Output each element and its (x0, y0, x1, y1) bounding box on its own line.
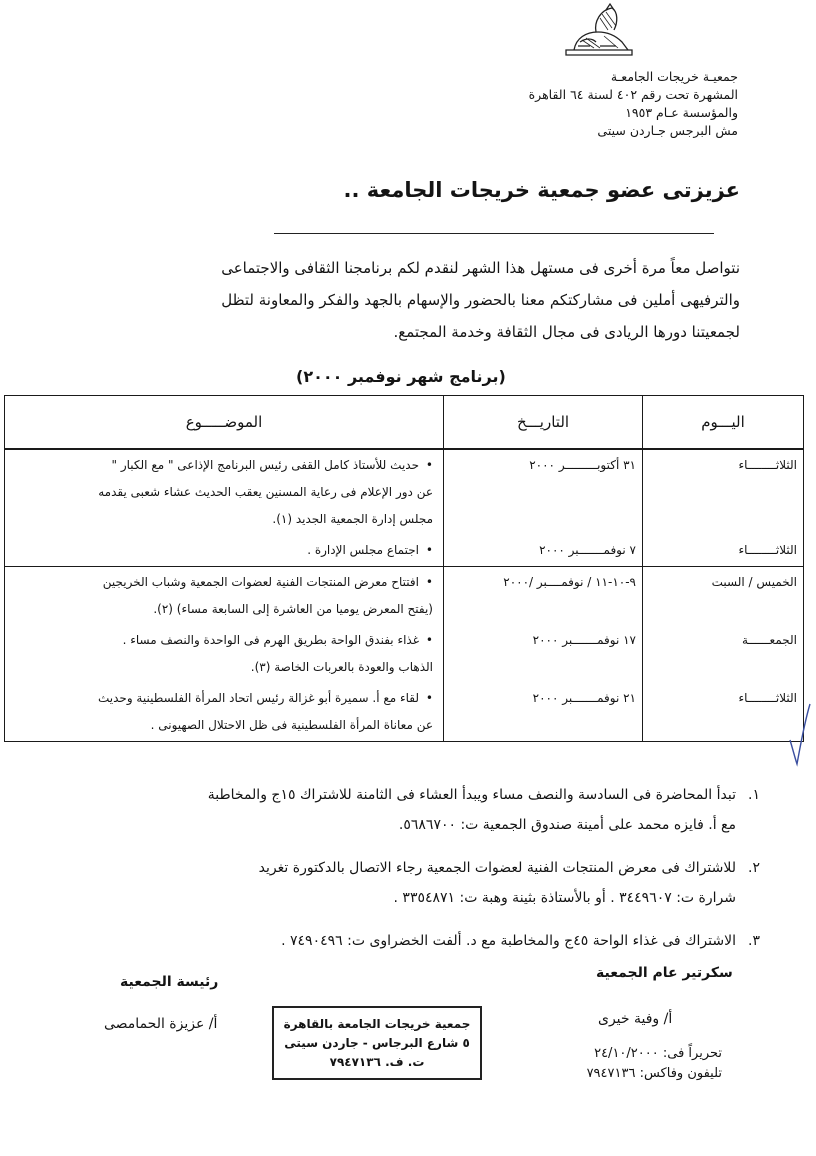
row-date: ٣١ أكتوبـــــــــر ٢٠٠٠ (529, 458, 636, 472)
row-day: الثلاثــــــــاء (738, 543, 797, 557)
bullet-icon: • (425, 458, 433, 472)
secretary-title: سكرتير عام الجمعية (596, 965, 733, 981)
table-row (5, 535, 804, 567)
organization-info (418, 68, 738, 140)
notes-list (0, 780, 760, 969)
topic-line: •لقاء مع أ. سميرة أبو غزالة رئيس اتحاد المرأة الفلسطينية وحديث (15, 685, 433, 712)
topic-line: •اجتماع مجلس الإدارة . (15, 537, 433, 564)
handwritten-checkmark-icon (788, 700, 812, 770)
president-name: أ/ عزيزة الحمامصى (104, 1016, 218, 1032)
intro-line: والترفيهى أملين فى مشاركتكم معنا بالحضور والإسهام بالجهد والفكر والمعاونة لتظل (221, 291, 740, 309)
row-day: الثلاثــــــــاء (738, 458, 797, 472)
secretary-name: أ/ وفية خيرى (598, 1011, 673, 1027)
association-stamp (272, 1006, 482, 1080)
bullet-icon: • (425, 633, 433, 647)
note-item (0, 780, 760, 840)
topic-line: •افتتاح معرض المنتجات الفنية لعضوات الجمعية وشباب الخريجين (15, 569, 433, 596)
intro-line: لجمعيتنا دورها الريادى فى مجال الثقافة وخدمة المجتمع. (393, 323, 740, 341)
org-registration: المشهرة تحت رقم ٤٠٢ لسنة ٦٤ القاهرة (528, 87, 738, 102)
intro-line: نتواصل معاً مرة أخرى فى مستهل هذا الشهر لنقدم لكم برنامجنا الثقافى والاجتماعى (221, 259, 740, 277)
note-number: ٣. (748, 933, 760, 949)
topic-line: •حديث للأستاذ كامل القفى رئيس البرنامج الإذاعى " مع الكبار " (15, 452, 433, 479)
column-header-date: التاريـــخ (444, 396, 643, 450)
written-date: تحريراً فى: ٢٤/١٠/٢٠٠٠ (594, 1046, 722, 1061)
row-day: الخميس / السبت (711, 575, 797, 589)
note-line: الاشتراك فى غذاء الواحة ٤٥ج والمخاطبة مع د. ألفت الخضراوى ت: ٧٤٩٠٤٩٦ . (281, 933, 736, 949)
org-address: مش البرجس جـاردن سيتى (597, 123, 738, 138)
stamp-line: ٥ شارع البرجاس - جاردن سيتى (284, 1035, 470, 1050)
note-number: ١. (748, 787, 760, 803)
row-date: ١٧ نوفمـــــــبر ٢٠٠٠ (532, 633, 636, 647)
greeting-heading: عزيزتى عضو جمعية خريجات الجامعة .. (343, 178, 740, 202)
topic-line: (يفتح المعرض يوميا من العاشرة إلى السابعة مساء) (٢). (153, 602, 433, 616)
note-line: تبدأ المحاضرة فى السادسة والنصف مساء ويبدأ العشاء فى الثامنة للاشتراك ١٥ج والمخاطبة (207, 787, 736, 803)
org-founded: والمؤسسة عـام ١٩٥٣ (625, 105, 738, 120)
row-date: ٧ نوفمـــــــبر ٢٠٠٠ (539, 543, 636, 557)
note-item (0, 853, 760, 913)
topic-line: الذهاب والعودة بالعربات الخاصة (٣). (250, 660, 433, 674)
table-row (5, 625, 804, 683)
topic-line: عن معاناة المرأة الفلسطينية فى ظل الاحتلال الصهيونى . (150, 718, 433, 732)
footer-info (562, 1044, 722, 1084)
phone-fax: تليفون وفاكس: ٧٩٤٧١٣٦ (586, 1066, 722, 1081)
note-line: شرارة ت: ٣٤٤٩٦٠٧ . أو بالأستاذة بثينة وهبة ت: ٣٣٥٤٨٧١ . (393, 890, 736, 906)
president-title: رئيسة الجمعية (120, 974, 219, 990)
note-number: ٢. (748, 860, 760, 876)
note-line: مع أ. فايزه محمد على أمينة صندوق الجمعية ت: ٥٦٨٦٧٠٠. (398, 817, 736, 833)
topic-line: مجلس إدارة الجمعية الجديد (١). (272, 512, 433, 526)
stamp-line: جمعية خريجات الجامعة بالقاهرة (283, 1016, 471, 1031)
stamp-line: ت. ف. ٧٩٤٧١٣٦ (329, 1054, 425, 1069)
table-row (5, 449, 804, 535)
intro-paragraph (40, 252, 740, 348)
column-header-topic: الموضـــــوع (5, 396, 444, 450)
note-line: للاشتراك فى معرض المنتجات الفنية لعضوات الجمعية رجاء الاتصال بالدكتورة تغريد (258, 860, 736, 876)
row-date: ٩-١٠-١١ / نوفمــــبر /٢٠٠٠ (503, 575, 636, 589)
topic-line: عن دور الإعلام فى رعاية المسنين يعقب الحديث عشاء شعبى يقدمه (98, 485, 433, 499)
row-day: الجمعــــــة (742, 633, 797, 647)
bullet-icon: • (425, 543, 433, 557)
schedule-table (4, 395, 804, 742)
column-header-day: اليـــوم (643, 396, 804, 450)
table-row (5, 567, 804, 626)
bullet-icon: • (425, 691, 433, 705)
program-title: (برنامج شهر نوفمبر ٢٠٠٠) (296, 367, 506, 386)
note-item (0, 926, 760, 956)
sphinx-logo-icon (556, 2, 642, 60)
table-header-row (5, 396, 804, 450)
bullet-icon: • (425, 575, 433, 589)
org-name: جمعيـة خريجات الجامعـة (610, 69, 738, 84)
topic-line: •غذاء بفندق الواحة بطريق الهرم فى الواحدة والنصف مساء . (15, 627, 433, 654)
row-day: الثلاثــــــــاء (738, 691, 797, 705)
table-row (5, 683, 804, 742)
greeting-underline (274, 233, 714, 234)
row-date: ٢١ نوفمـــــــبر ٢٠٠٠ (532, 691, 636, 705)
